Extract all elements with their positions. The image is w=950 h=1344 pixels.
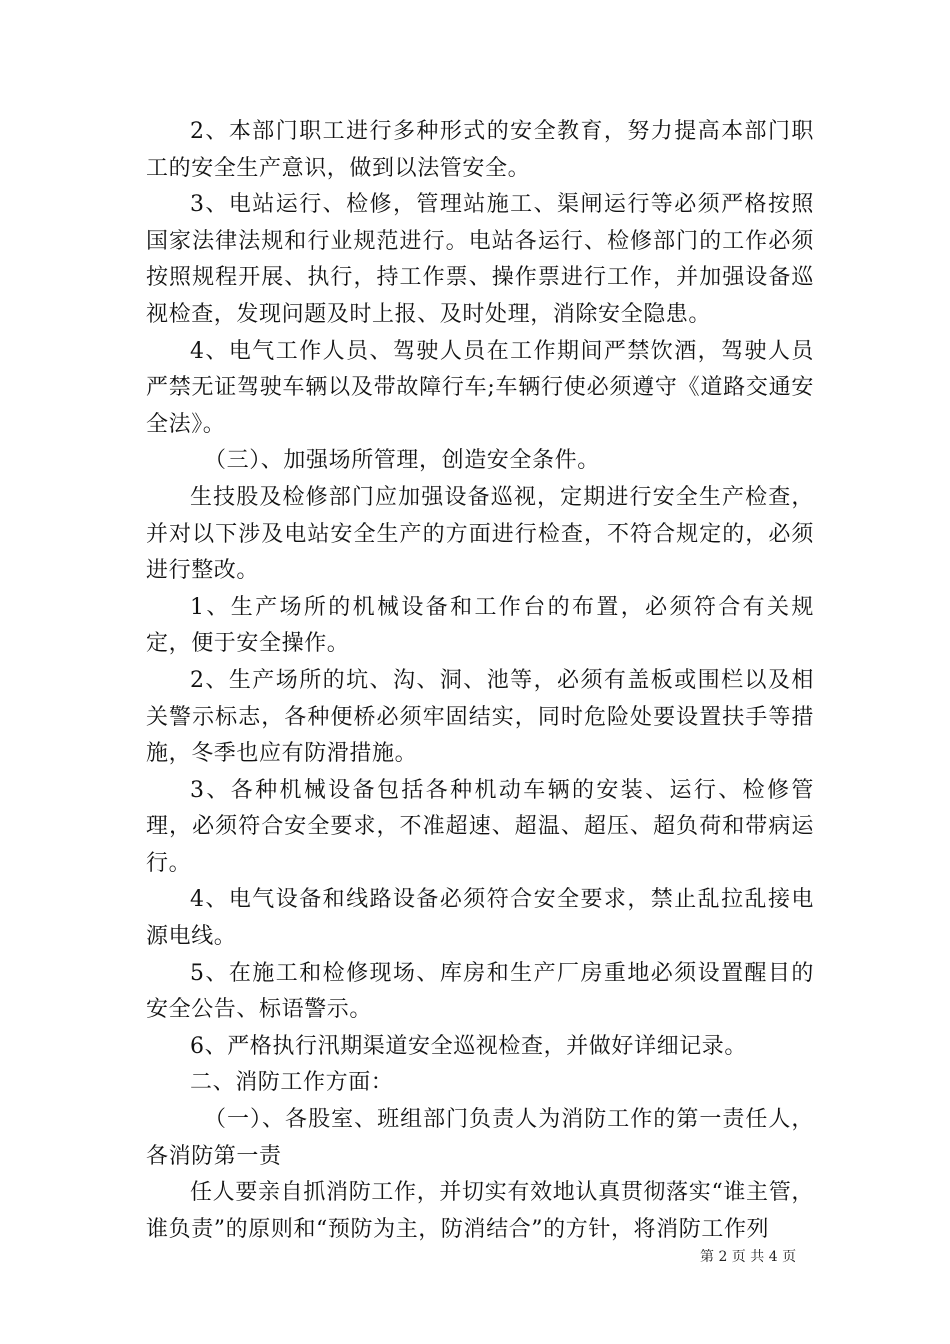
paragraph: 2、本部门职工进行多种形式的安全教育，努力提高本部门职工的安全生产意识，做到以法管安全。	[146, 119, 814, 181]
paragraph: 3、电站运行、检修，管理站施工、渠闸运行等必须严格按照国家法律法规和行业规范进行。电站各运行、检修部门的工作必须按照规程开展、执行，持工作票、操作票进行工作，并加强设备巡视检查，发现问题及时上报、及时处理，消除安全隐患。	[146, 192, 814, 327]
paragraph: 4、电气设备和线路设备必须符合安全要求，禁止乱拉乱接电源电线。	[146, 887, 814, 950]
paragraph: 任人要亲自抓消防工作，并切实有效地认真贯彻落实“谁主管，谁负责”的原则和“预防为主，防消结合”的方针，将消防工作列	[146, 1180, 814, 1242]
paragraph: 4、电气工作人员、驾驶人员在工作期间严禁饮酒，驾驶人员严禁无证驾驶车辆以及带故障行车;车辆行使必须遵守《道路交通安全法》。	[146, 338, 814, 437]
page-number: 第 2 页 共 4 页	[700, 1249, 797, 1265]
paragraph: 3、各种机械设备包括各种机动车辆的安装、运行、检修管理，必须符合安全要求，不准超速、超温、超压、超负荷和带病运行。	[146, 777, 814, 876]
paragraph: （一）、各股室、班组部门负责人为消防工作的第一责任人，各消防第一责	[146, 1107, 814, 1169]
paragraph: 生技股及检修部门应加强设备巡视，定期进行安全生产检查，并对以下涉及电站安全生产的方面进行检查，不符合规定的，必须进行整改。	[146, 484, 814, 584]
section-heading: 二、消防工作方面：	[190, 1070, 394, 1096]
paragraph: 2、生产场所的坑、沟、洞、池等，必须有盖板或围栏以及相关警示标志，各种便桥必须牢固结实，同时危险处要设置扶手等措施，冬季也应有防滑措施。	[146, 667, 814, 767]
section-heading: （三）、加强场所管理，创造安全条件。	[204, 448, 600, 474]
paragraph: 1、生产场所的机械设备和工作台的布置，必须符合有关规定，便于安全操作。	[146, 594, 814, 657]
document-body	[146, 114, 814, 1248]
paragraph: 6、严格执行汛期渠道安全巡视检查，并做好详细记录。	[190, 1033, 747, 1059]
paragraph: 5、在施工和检修现场、库房和生产厂房重地必须设置醒目的安全公告、标语警示。	[146, 960, 814, 1023]
